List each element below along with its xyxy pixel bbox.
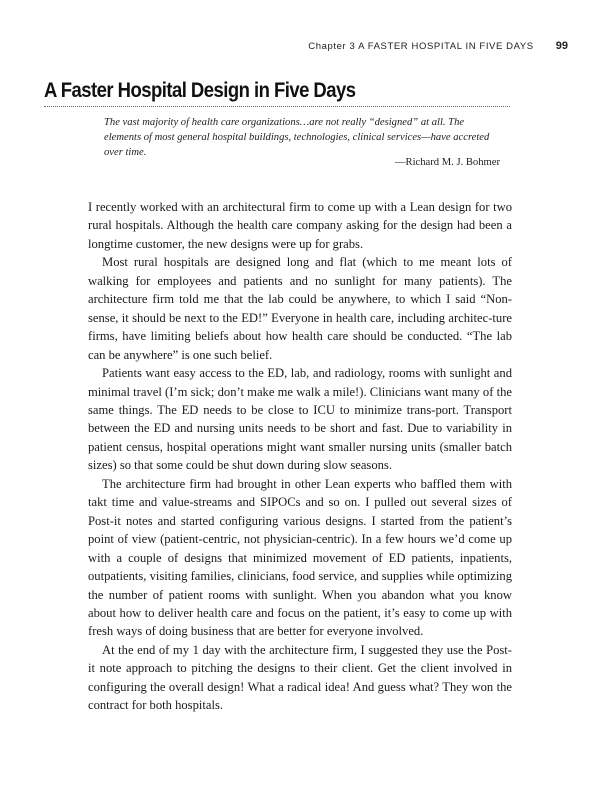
page-number: 99	[555, 40, 568, 52]
paragraph: Most rural hospitals are designed long and flat (which to me meant lots of walking for employees and patients and no sunlight for many patients). The architecture firm told me that the lab could be anywhere, to which I said “Non-sense, it should be next to the ED!” Everyone in health care, including architec-ture firms, have limiting beliefs about how health care should be conducted. “The lab can be anywhere” is one such belief.	[88, 255, 512, 362]
paragraph: I recently worked with an architectural firm to come up with a Lean design for two rural hospitals. Although the health care company asking for the design had been a longtime customer, the new designs were up for grabs.	[88, 200, 512, 251]
paragraph: The architecture firm had brought in other Lean experts who baffled them with takt time and value-streams and SIPOCs and so on. I pulled out several sizes of Post-it notes and started configuring various designs. I started from the patient’s point of view (patient-centric, not physician-centric). In a few hours we’d come up with a couple of designs that minimized movement of ED patients, inpatients, outpatients, visiting families, clinicians, food service, and supplies while optimizing the number of patient rooms with sunlight. When you abandon what you know about how to deliver health care and focus on the patient, it’s easy to come up with fresh ways of doing business that are better for everyone involved.	[88, 476, 512, 639]
running-header	[308, 40, 568, 52]
paragraph: Patients want easy access to the ED, lab, and radiology, rooms with sunlight and minimal travel (I’m sick; don’t make me walk a mile!). Clinicians want many of the same things. The ED needs to be close to ICU to minimize trans-port. Transport between the ED and nursing units needs to be short and fast. Due to variability in patient census, hospital operations might want smaller nursing units (smaller batch sizes) so that some could be shut down during slow seasons.	[88, 366, 512, 473]
chapter-heading: Chapter 3 A FASTER HOSPITAL IN FIVE DAYS	[308, 41, 534, 52]
epigraph-attribution: —Richard M. J. Bohmer	[394, 157, 500, 168]
title-divider	[44, 106, 510, 107]
paragraph: At the end of my 1 day with the architecture firm, I suggested they use the Post-it note approach to pitching the designs to their client. Get the client involved in configuring the overall design! What a radical idea! And guess what? They won the contract for both hospitals.	[88, 642, 512, 713]
epigraph-quote: The vast majority of health care organizations…are not really “designed” at all. The elements of most general hospital buildings, technologies, clinical services—have accreted over time.	[104, 117, 490, 158]
section-title: A Faster Hospital Design in Five Days	[44, 79, 356, 102]
body-text	[88, 198, 512, 715]
